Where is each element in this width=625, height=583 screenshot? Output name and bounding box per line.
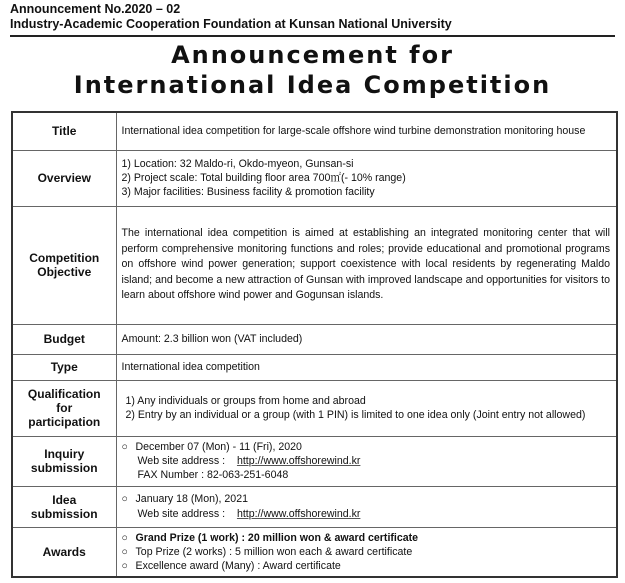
header-divider (10, 35, 615, 37)
idea-website-label: Web site address : (137, 507, 226, 520)
label-inquiry (12, 436, 116, 486)
row-title (12, 112, 617, 150)
idea-label-line-2: submission (30, 506, 98, 521)
row-objective (12, 206, 617, 324)
title-line-2: International Idea Competition (73, 71, 552, 99)
label-budget: Budget (12, 324, 116, 354)
row-type (12, 354, 617, 380)
objective-text: The international idea competition is aimed at establishing an integrated monitoring center that will perform comprehensive monitoring functions and roles; provide educational and promotional programs on offshore wind power generation; support coexistence with local residents by regenerating Maldo island; and become a new attraction of Gunsan with improved landscape and opportunities for visitors to learn about offshore wind power and Gogunsan islands. (121, 227, 610, 302)
title-line-1: Announcement for (171, 41, 454, 69)
bullet-icon: ○ (121, 531, 128, 544)
objective-label-line-1: Competition (29, 251, 100, 265)
overview-facilities: 3) Major facilities: Business facility & promotion facility (121, 186, 375, 199)
row-awards (12, 527, 617, 577)
label-qualification (12, 380, 116, 436)
row-idea (12, 486, 617, 527)
label-title: Title (12, 112, 116, 150)
qualification-label-line-1: Qualification (27, 387, 101, 401)
objective-label-line-2: Objective (37, 265, 92, 279)
award-excellence: Excellence award (Many) : Award certificate (135, 559, 341, 572)
bullet-icon: ○ (121, 440, 128, 453)
qualification-item-1: 1) Any individuals or groups from home and abroad (125, 394, 366, 407)
overview-location: 1) Location: 32 Maldo-ri, Okdo-myeon, Gunsan-si (121, 157, 354, 170)
award-grand-prize: Grand Prize (1 work) : 20 million won & award certificate (135, 531, 419, 544)
announcement-header (10, 2, 615, 37)
organization-name: Industry-Academic Cooperation Foundation at Kunsan National University (10, 17, 452, 31)
inquiry-label-line-1: Inquiry (44, 447, 85, 461)
title-text: International idea competition for large-scale offshore wind turbine demonstration monitoring house (121, 125, 586, 138)
qualification-item-2: 2) Entry by an individual or a group (with 1 PIN) is limited to one idea only (Joint entry not allowed) (125, 409, 586, 421)
inquiry-website-link[interactable]: http://www.offshorewind.kr (236, 454, 361, 467)
qualification-label-line-2: for (56, 401, 73, 415)
label-type: Type (12, 354, 116, 380)
overview-scale: 2) Project scale: Total building floor area 700㎡(- 10% range) (121, 171, 406, 184)
idea-date: January 18 (Mon), 2021 (135, 493, 248, 506)
row-qualification (12, 380, 617, 436)
announcement-number: Announcement No.2020 – 02 (10, 2, 181, 16)
page-title (10, 40, 615, 100)
budget-text: Amount: 2.3 billion won (VAT included) (121, 332, 303, 345)
row-budget (12, 324, 617, 354)
idea-website-link[interactable]: http://www.offshorewind.kr (236, 507, 361, 520)
bullet-icon: ○ (121, 493, 128, 506)
type-text: International idea competition (121, 360, 260, 373)
inquiry-website-label: Web site address : (137, 454, 226, 467)
label-objective (12, 206, 116, 324)
qualification-label-line-3: participation (28, 415, 101, 429)
label-overview: Overview (12, 150, 116, 206)
label-idea (12, 486, 116, 527)
idea-label-line-1: Idea (52, 492, 77, 507)
bullet-icon: ○ (121, 545, 128, 558)
bullet-icon: ○ (121, 559, 128, 572)
row-inquiry (12, 436, 617, 486)
row-overview (12, 150, 617, 206)
inquiry-date: December 07 (Mon) - 11 (Fri), 2020 (135, 440, 302, 453)
award-top-prize: Top Prize (2 works) : 5 million won each & award certificate (135, 545, 413, 558)
label-awards: Awards (12, 527, 116, 577)
inquiry-label-line-2: submission (30, 461, 98, 475)
competition-info-table (11, 111, 618, 578)
inquiry-fax: FAX Number : 82-063-251-6048 (137, 469, 289, 482)
